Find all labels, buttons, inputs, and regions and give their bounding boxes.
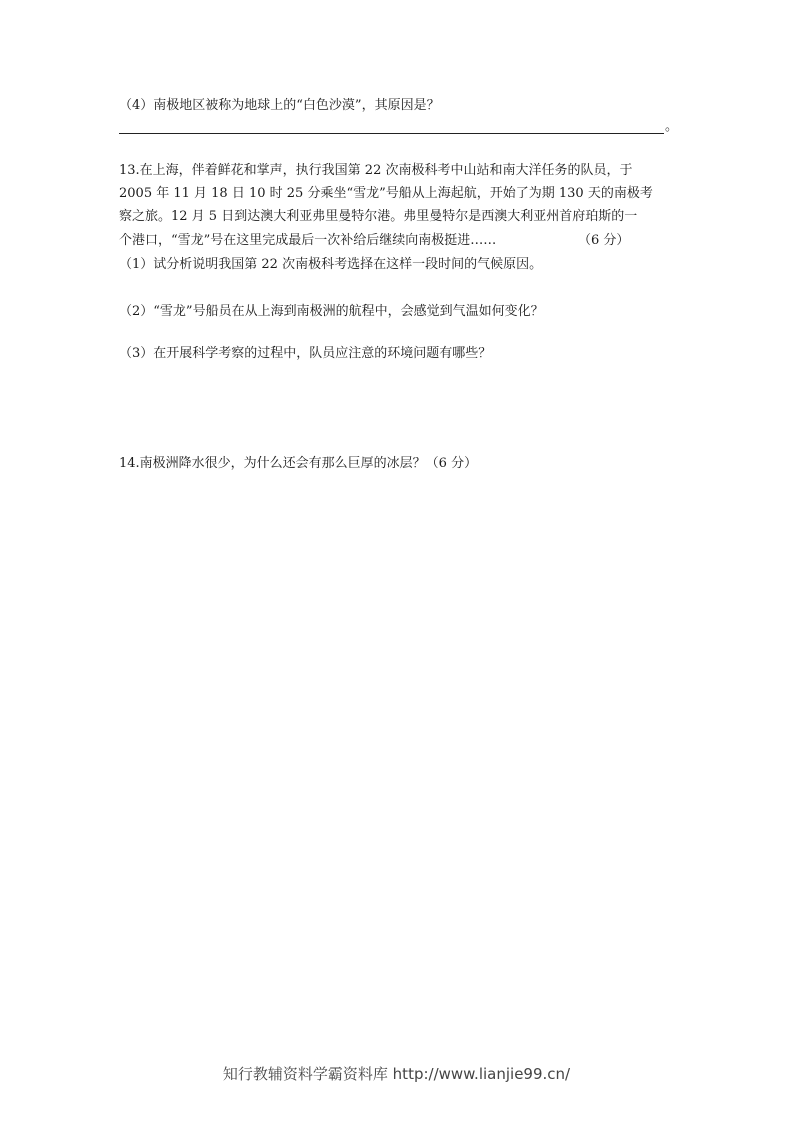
question-13-line-2: 2005 年 11 月 18 日 10 时 25 分乘坐“雪龙”号船从上海起航，开始了为期 130 天的南极考: [119, 186, 653, 201]
question-14: 14.南极洲降水很少，为什么还会有那么巨厚的冰层？（6 分）: [119, 456, 478, 471]
question-13-line-1: 13.在上海，伴着鲜花和掌声，执行我国第 22 次南极科考中山站和南大洋任务的队员，于: [119, 163, 633, 178]
question-13-line-4: 个港口，“雪龙”号在这里完成最后一次补给后继续向南极挺进……: [119, 233, 497, 248]
question-12-part-4: （4）南极地区被称为地球上的“白色沙漠”，其原因是？: [119, 98, 440, 113]
question-13-score: （6 分）: [578, 233, 630, 248]
question-13-line-3: 察之旅。12 月 5 日到达澳大利亚弗里曼特尔港。弗里曼特尔是西澳大利亚州首府珀斯的一: [119, 209, 638, 224]
answer-line-end: 。: [665, 119, 679, 134]
page-footer: 知行教辅资料学霸资料库 http://www.lianjie99.cn/: [222, 1065, 571, 1083]
question-13-part-1: （1）试分析说明我国第 22 次南极科考选择在这样一段时间的气候原因。: [119, 257, 543, 272]
answer-line: [119, 133, 664, 134]
question-13-part-3: （3）在开展科学考察的过程中，队员应注意的环境问题有哪些？: [119, 346, 492, 361]
question-13-part-2: （2）“雪龙”号船员在从上海到南极洲的航程中，会感觉到气温如何变化？: [119, 304, 544, 319]
